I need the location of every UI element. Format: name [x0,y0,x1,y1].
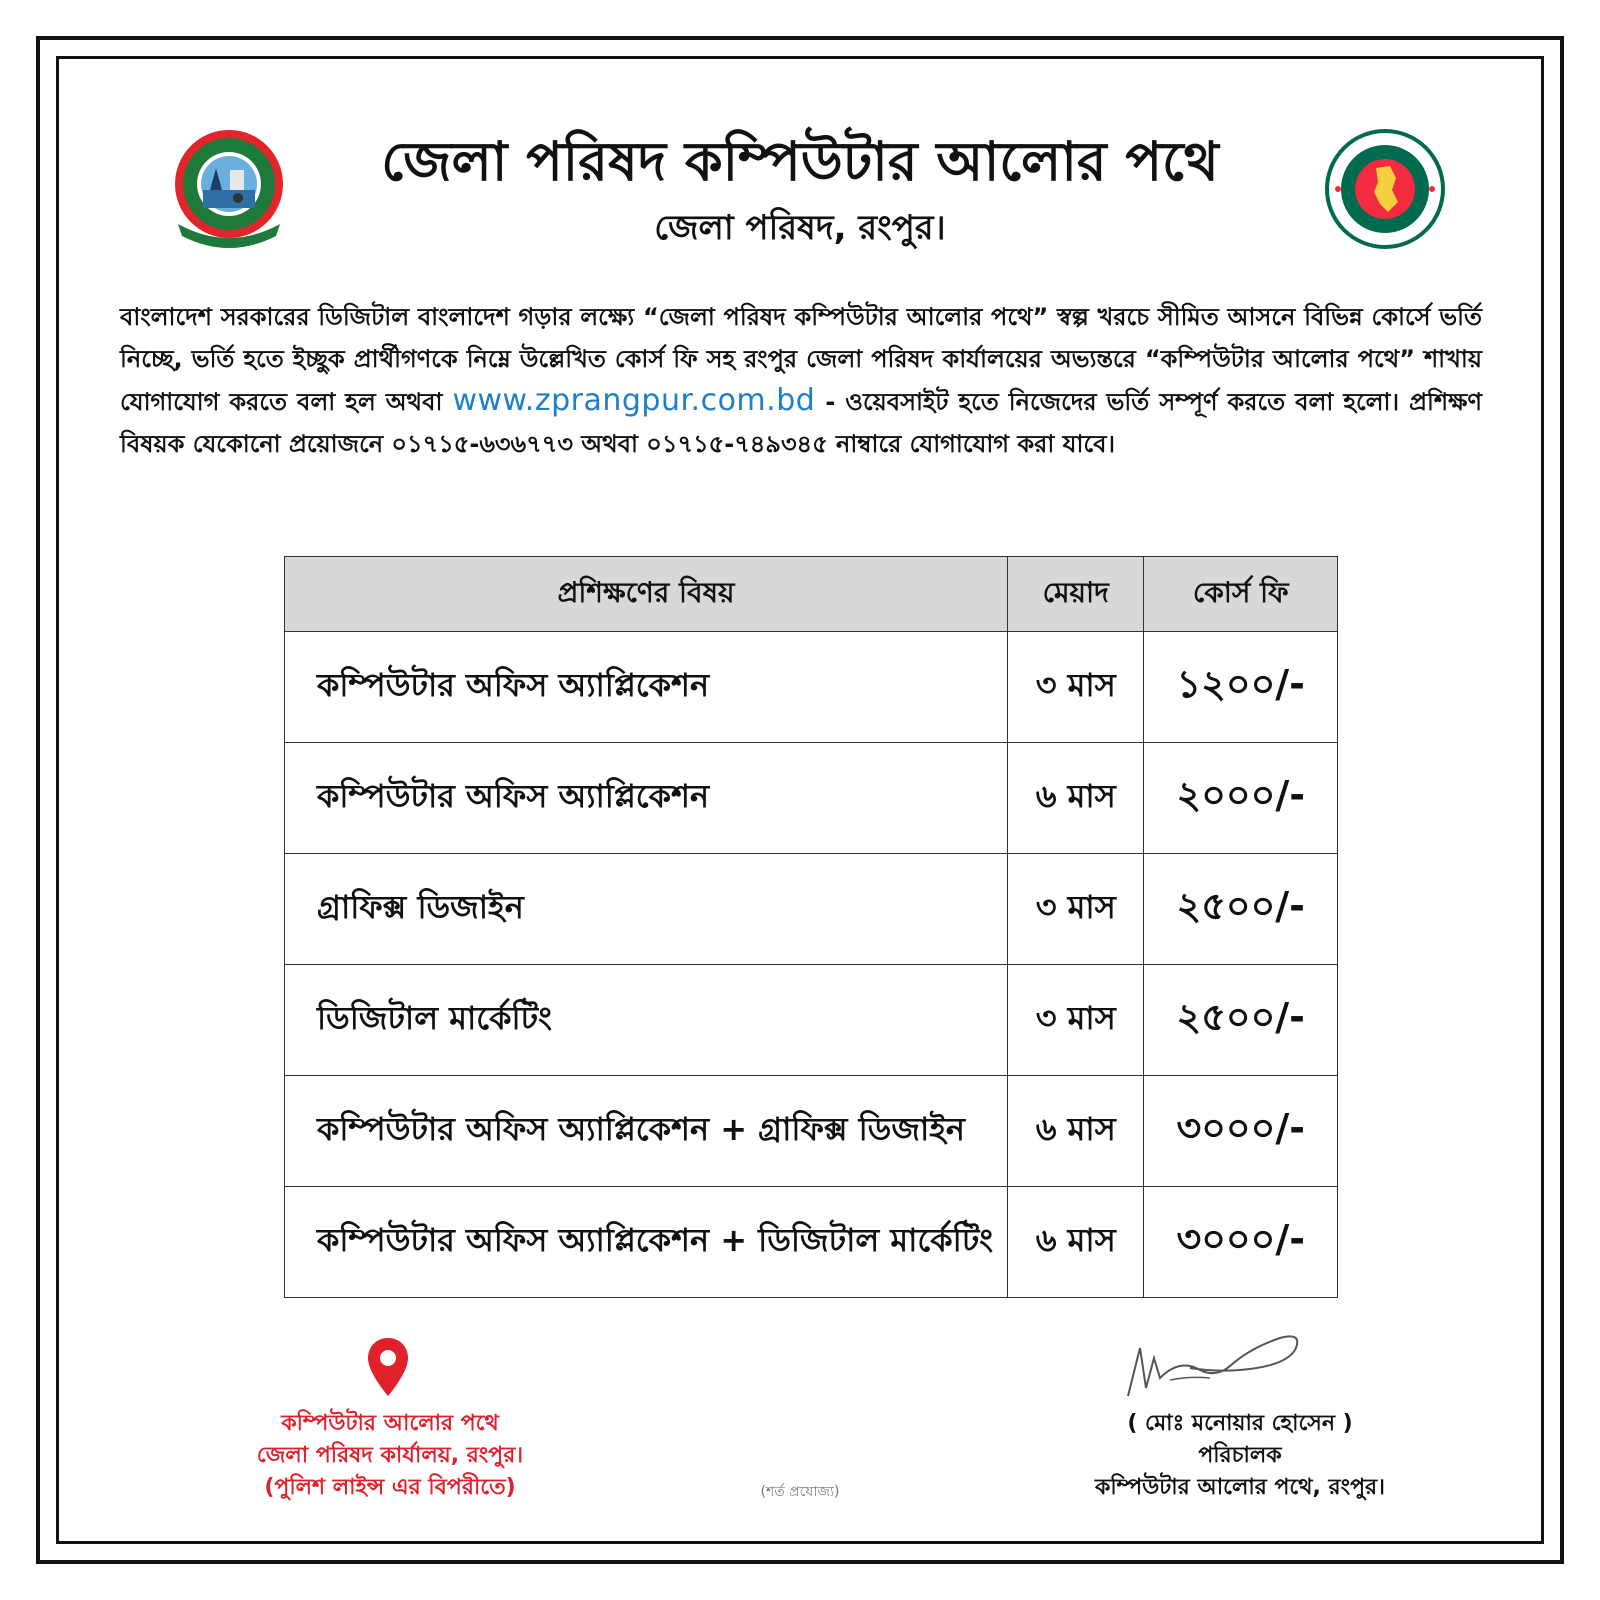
table-row [285,743,1338,854]
course-duration: ৬ মাস [1008,1076,1144,1187]
course-duration: ৩ মাস [1008,965,1144,1076]
column-header-duration: মেয়াদ [1008,557,1144,632]
address-line2: জেলা পরিষদ কার্যালয়, রংপুর। [256,1443,524,1468]
course-subject: কম্পিউটার অফিস অ্যাপ্লিকেশন [285,743,1008,854]
course-fee: ২০০০/- [1144,743,1338,854]
column-header-fee: কোর্স ফি [1144,557,1338,632]
notice-text-part1: বাংলাদেশ সরকারের ডিজিটাল বাংলাদেশ গড়ার লক্ষ্যে “জেলা পরিষদ কম্পিউটার আলোর পথে” স্বল্প খরচে সীমিত আসনে বিভিন্ন কোর্সে ভর্তি নিচ্ছে, ভর্তি হতে ইচ্ছুক প্রার্থীগণকে নিম্নে উল্লেখিত কোর্স ফি সহ রংপুর জেলা পরিষদ কার্যালয়ের অভ্যন্তরে “কম্পিউটার আলোর পথে” শাখায় যোগাযোগ করতে বলা হল অথবা [120,303,1482,416]
table-row [285,965,1338,1076]
terms-note: (শর্ত প্রযোজ্য) [760,1484,840,1500]
address-line3: (পুলিশ লাইন্স এর বিপরীতে) [264,1475,516,1500]
course-subject: কম্পিউটার অফিস অ্যাপ্লিকেশন [285,632,1008,743]
zila-parishad-emblem-icon [172,128,286,252]
course-subject: গ্রাফিক্স ডিজাইন [285,854,1008,965]
government-seal-icon [1324,128,1446,250]
director-name: ( মোঃ মনোয়ার হোসেন ) [1127,1411,1353,1436]
director-designation: পরিচালক [1198,1443,1282,1468]
course-duration: ৬ মাস [1008,1187,1144,1298]
director-block [1040,1408,1440,1504]
notice-text-part2: - ওয়েবসাইট হতে নিজেদের ভর্তি সম্পূর্ণ করতে বলা হলো। প্রশিক্ষণ বিষয়ক যেকোনো প্রয়োজনে ০১৭১৫-৬৩৬৭৭৩ অথবা ০১৭১৫-৭৪৯৩৪৫ নাম্বারে যোগাযোগ করা যাবে। [120,388,1483,458]
page-title: জেলা পরিষদ কম্পিউটার আলোর পথে [381,130,1219,193]
course-subject: কম্পিউটার অফিস অ্যাপ্লিকেশন + গ্রাফিক্স ডিজাইন [285,1076,1008,1187]
course-subject: ডিজিটাল মার্কেটিং [285,965,1008,1076]
course-duration: ৩ মাস [1008,632,1144,743]
column-header-subject: প্রশিক্ষণের বিষয় [285,557,1008,632]
course-fee: ২৫০০/- [1144,854,1338,965]
course-fee: ২৫০০/- [1144,965,1338,1076]
office-address [200,1408,580,1504]
location-pin-icon [365,1336,411,1398]
table-row [285,854,1338,965]
table-row [285,632,1338,743]
course-fee: ৩০০০/- [1144,1187,1338,1298]
table-row [285,1187,1338,1298]
course-fee: ১২০০/- [1144,632,1338,743]
page-subtitle: জেলা পরিষদ, রংপুর। [654,208,946,248]
signature-icon [1120,1318,1310,1408]
course-subject: কম্পিউটার অফিস অ্যাপ্লিকেশন + ডিজিটাল মার্কেটিং [285,1187,1008,1298]
course-fee-table [284,556,1338,1298]
course-fee: ৩০০০/- [1144,1076,1338,1187]
course-duration: ৩ মাস [1008,854,1144,965]
admission-notice [120,296,1482,465]
table-header-row [285,557,1338,632]
director-office: কম্পিউটার আলোর পথে, রংপুর। [1095,1475,1385,1500]
table-row [285,1076,1338,1187]
website-link[interactable]: www.zprangpur.com.bd [452,383,816,418]
address-line1: কম্পিউটার আলোর পথে [281,1411,499,1436]
course-duration: ৬ মাস [1008,743,1144,854]
